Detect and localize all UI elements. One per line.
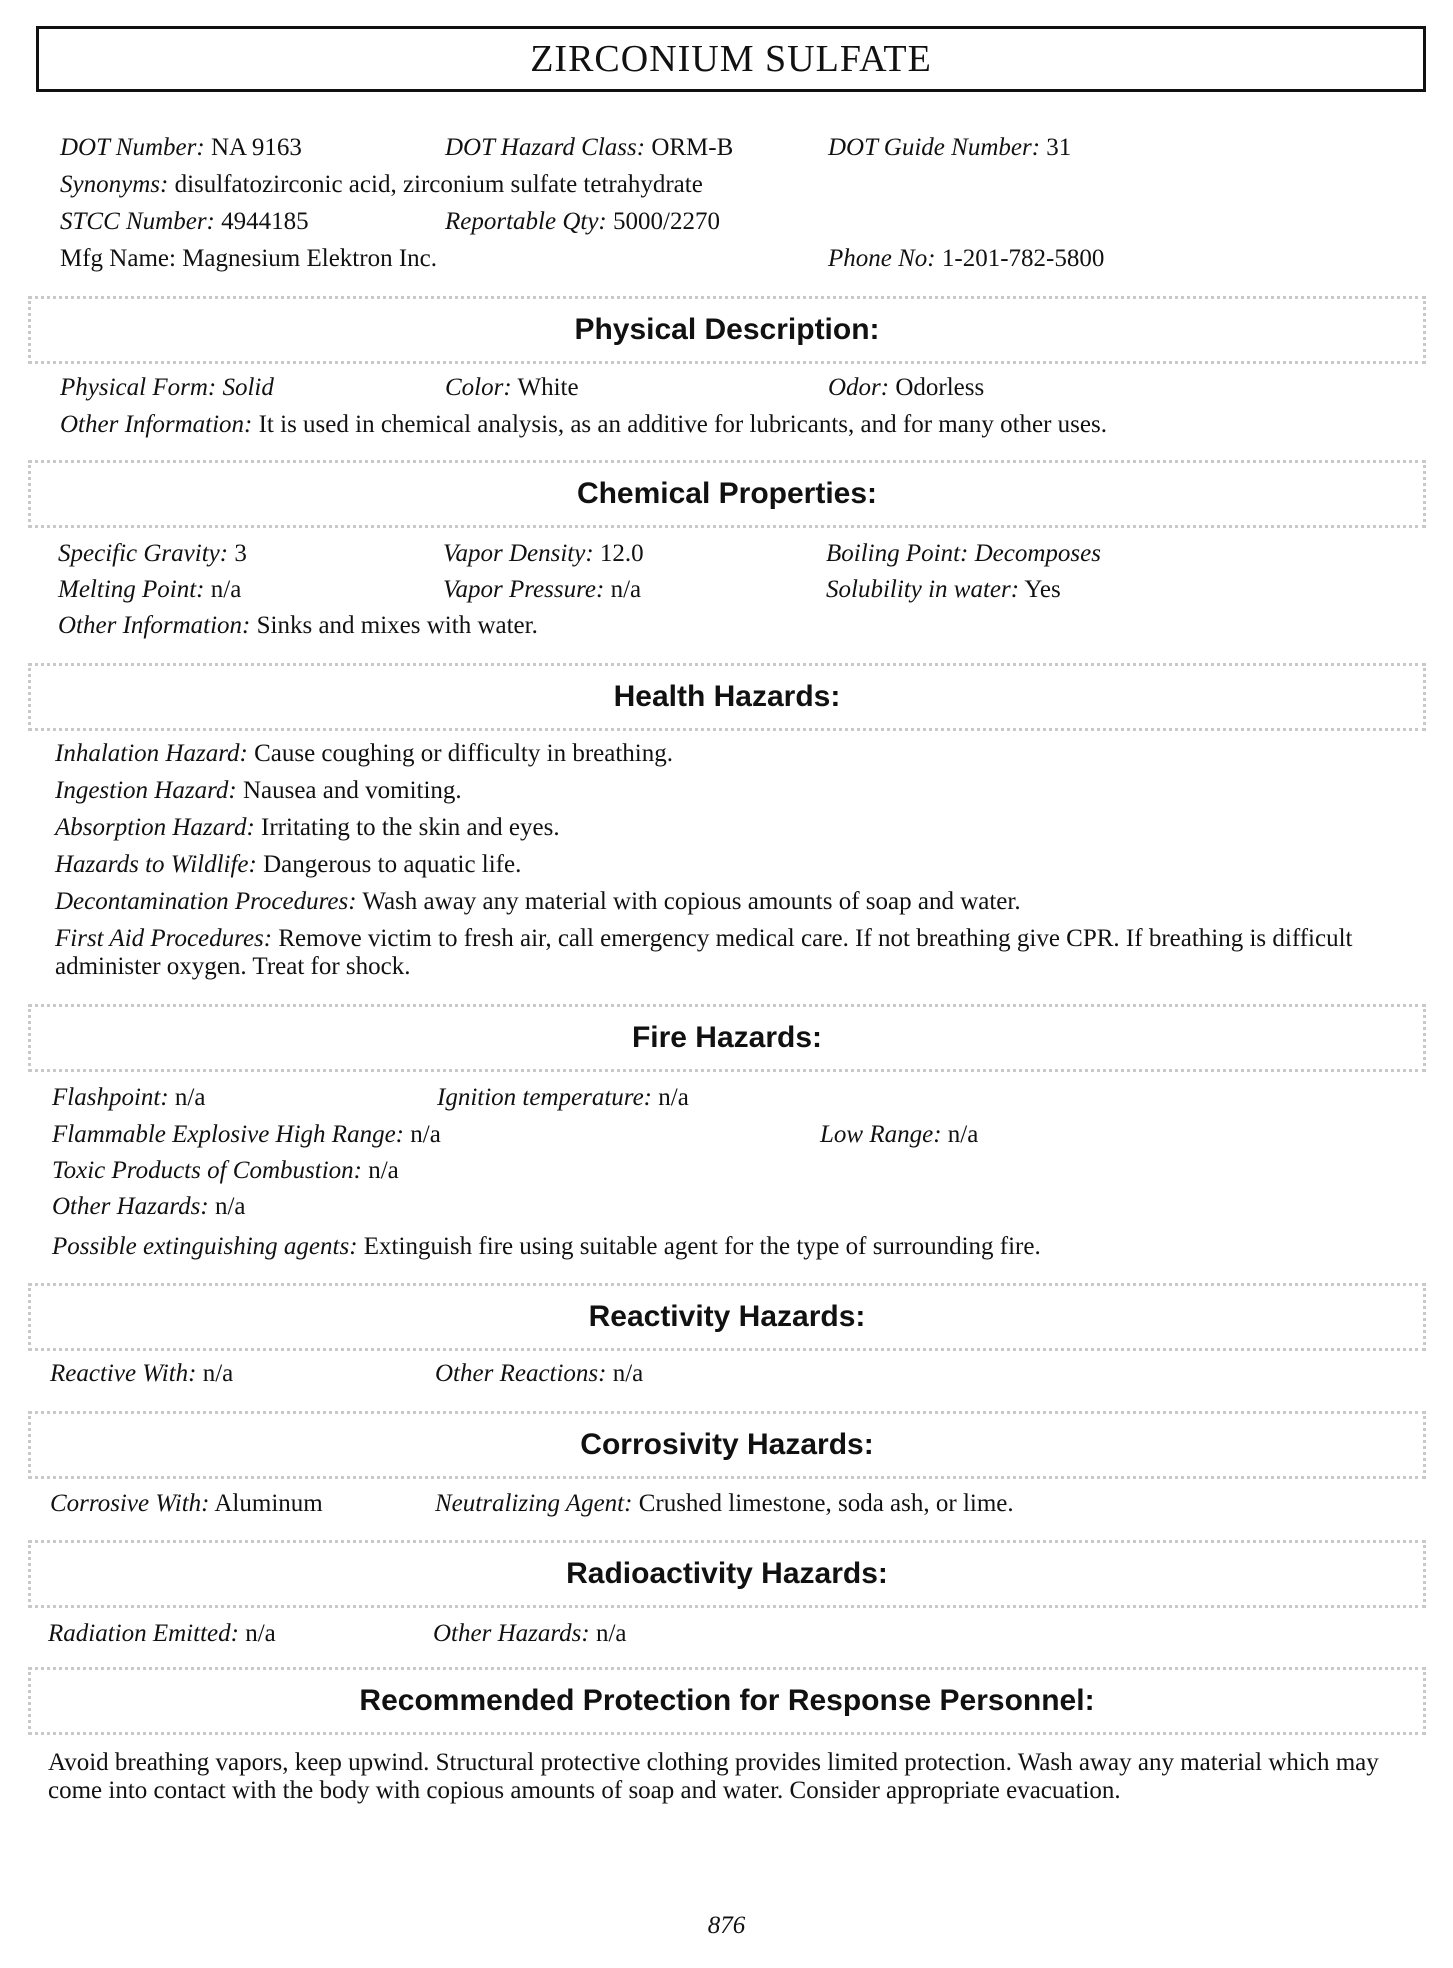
chemical-other-info: [58, 612, 538, 640]
ingestion-hazard: [55, 777, 462, 805]
melting-point-label: Melting Point:: [58, 576, 205, 603]
section-reactivity-hazards: [28, 1283, 1426, 1351]
ingestion-label: Ingestion Hazard:: [55, 777, 237, 804]
synonyms: [60, 171, 703, 199]
reportable-qty-value: 5000/2270: [613, 208, 720, 235]
solubility: [826, 576, 1061, 604]
reportable-qty: [445, 208, 720, 236]
color: [445, 374, 579, 402]
section-heading: Reactivity Hazards:: [588, 1300, 866, 1333]
physical-form-value: Solid: [222, 374, 274, 401]
fire-other-value: n/a: [214, 1193, 246, 1220]
ignition-temperature: [437, 1084, 689, 1112]
decontamination-label: Decontamination Procedures:: [55, 888, 357, 915]
reactive-with-label: Reactive With:: [50, 1360, 197, 1387]
section-recommended-protection: [28, 1667, 1426, 1735]
absorption-value: Irritating to the skin and eyes.: [261, 814, 560, 841]
section-fire-hazards: [28, 1004, 1426, 1072]
neutralizing-value: Crushed limestone, soda ash, or lime.: [638, 1490, 1014, 1517]
extinguishing-label: Possible extinguishing agents:: [52, 1233, 358, 1260]
section-corrosivity-hazards: [28, 1411, 1426, 1479]
color-value: White: [517, 374, 579, 401]
ignition-label: Ignition temperature:: [437, 1084, 653, 1111]
wildlife-label: Hazards to Wildlife:: [55, 851, 257, 878]
inhalation-label: Inhalation Hazard:: [55, 740, 248, 767]
radiation-emitted: [48, 1620, 276, 1648]
fire-other-label: Other Hazards:: [52, 1193, 209, 1220]
odor-value: Odorless: [895, 374, 985, 401]
specific-gravity: [58, 540, 247, 568]
high-range-label: Flammable Explosive High Range:: [52, 1121, 404, 1148]
section-heading: Fire Hazards:: [631, 1021, 823, 1054]
physical-other-info: [60, 411, 1107, 439]
flashpoint: [52, 1084, 205, 1112]
absorption-hazard: [55, 814, 560, 842]
physical-other-label: Other Information:: [60, 411, 253, 438]
section-health-hazards: [28, 663, 1426, 731]
solubility-label: Solubility in water:: [826, 576, 1020, 603]
boiling-point: [826, 540, 1101, 568]
reactive-with: [50, 1360, 233, 1388]
section-heading: Chemical Properties:: [576, 477, 878, 510]
section-heading: Recommended Protection for Response Personnel:: [359, 1684, 1095, 1717]
dot-hazard-class-label: DOT Hazard Class:: [445, 134, 646, 161]
flammable-high-range: [52, 1121, 441, 1149]
section-heading: Corrosivity Hazards:: [580, 1428, 874, 1461]
mfg-name-label: Mfg Name:: [60, 245, 176, 272]
odor: [828, 374, 984, 402]
reportable-qty-label: Reportable Qty:: [445, 208, 607, 235]
high-range-value: n/a: [410, 1121, 441, 1148]
dot-guide-number-value: 31: [1046, 134, 1072, 161]
dot-hazard-class-value: ORM-B: [651, 134, 734, 161]
boiling-point-label: Boiling Point:: [826, 540, 969, 567]
neutralizing-label: Neutralizing Agent:: [435, 1490, 633, 1517]
other-reactions: [435, 1360, 643, 1388]
low-range-label: Low Range:: [820, 1121, 942, 1148]
section-physical-description: [28, 296, 1426, 364]
corrosive-with-label: Corrosive With:: [50, 1490, 210, 1517]
other-reactions-value: n/a: [612, 1360, 644, 1387]
other-reactions-label: Other Reactions:: [435, 1360, 607, 1387]
vapor-density-label: Vapor Density:: [443, 540, 594, 567]
stcc-number-label: STCC Number:: [60, 208, 215, 235]
wildlife-value: Dangerous to aquatic life.: [263, 851, 522, 878]
dot-hazard-class: [445, 134, 733, 162]
specific-gravity-value: 3: [234, 540, 247, 567]
specific-gravity-label: Specific Gravity:: [58, 540, 229, 567]
radiation-value: n/a: [245, 1620, 276, 1647]
odor-label: Odor:: [828, 374, 890, 401]
reactive-with-value: n/a: [202, 1360, 234, 1387]
decontamination-procedures: [55, 888, 1021, 916]
section-heading: Physical Description:: [574, 313, 880, 346]
synonyms-value: disulfatozirconic acid, zirconium sulfate tetrahydrate: [174, 171, 703, 198]
extinguishing-value: Extinguish fire using suitable agent for the type of surrounding fire.: [363, 1233, 1041, 1260]
boiling-point-value: Decomposes: [974, 540, 1101, 567]
flashpoint-label: Flashpoint:: [52, 1084, 169, 1111]
physical-other-value: It is used in chemical analysis, as an additive for lubricants, and for many other uses.: [258, 411, 1107, 438]
inhalation-hazard: [55, 740, 673, 768]
radioactivity-other-value: n/a: [595, 1620, 627, 1647]
dot-number-label: DOT Number:: [60, 134, 205, 161]
protection-text: Avoid breathing vapors, keep upwind. Structural protective clothing provides limited protection. Wash away any material which may come into contact with the body with copious amounts of soap and water. Consider appropriate evacuation.: [48, 1749, 1379, 1804]
vapor-density-value: 12.0: [599, 540, 644, 567]
extinguishing-agents: [52, 1233, 1041, 1261]
decontamination-value: Wash away any material with copious amounts of soap and water.: [362, 888, 1021, 915]
low-range: [820, 1121, 978, 1149]
phone-label: Phone No:: [828, 245, 936, 272]
physical-form: [60, 374, 274, 402]
phone-value: 1-201-782-5800: [941, 245, 1105, 272]
toxic-value: n/a: [368, 1157, 399, 1184]
first-aid-procedures: [55, 925, 1405, 981]
fire-other-hazards: [52, 1193, 246, 1221]
section-radioactivity-hazards: [28, 1540, 1426, 1608]
first-aid-value: Remove victim to fresh air, call emergency medical care. If not breathing give CPR. If breathing is difficult administer oxygen. Treat for shock.: [55, 925, 1353, 980]
chemical-other-value: Sinks and mixes with water.: [256, 612, 538, 639]
physical-form-label: Physical Form:: [60, 374, 217, 401]
flashpoint-value: n/a: [174, 1084, 206, 1111]
ignition-value: n/a: [658, 1084, 689, 1111]
mfg-name: [60, 245, 437, 273]
corrosive-with-value: Aluminum: [214, 1490, 323, 1517]
synonyms-label: Synonyms:: [60, 171, 169, 198]
melting-point: [58, 576, 241, 604]
dot-number-value: NA 9163: [210, 134, 302, 161]
low-range-value: n/a: [947, 1121, 979, 1148]
neutralizing-agent: [435, 1490, 1014, 1518]
toxic-products: [52, 1157, 399, 1185]
mfg-name-value: Magnesium Elektron Inc.: [182, 245, 438, 272]
radiation-label: Radiation Emitted:: [48, 1620, 239, 1647]
radioactivity-other-label: Other Hazards:: [433, 1620, 590, 1647]
inhalation-value: Cause coughing or difficulty in breathing.: [254, 740, 673, 767]
toxic-label: Toxic Products of Combustion:: [52, 1157, 362, 1184]
first-aid-label: First Aid Procedures:: [55, 925, 273, 952]
section-heading: Health Hazards:: [613, 680, 841, 713]
ingestion-value: Nausea and vomiting.: [242, 777, 462, 804]
corrosive-with: [50, 1490, 323, 1518]
vapor-pressure-value: n/a: [610, 576, 642, 603]
page-number: 876: [707, 1912, 746, 1939]
section-chemical-properties: [28, 460, 1426, 528]
page-title: ZIRCONIUM SULFATE: [530, 38, 932, 80]
stcc-number: [60, 208, 309, 236]
vapor-density: [443, 540, 644, 568]
solubility-value: Yes: [1024, 576, 1061, 603]
phone-number: [828, 245, 1104, 273]
wildlife-hazard: [55, 851, 521, 879]
dot-guide-number: [828, 134, 1071, 162]
vapor-pressure-label: Vapor Pressure:: [443, 576, 605, 603]
chemical-other-label: Other Information:: [58, 612, 251, 639]
absorption-label: Absorption Hazard:: [55, 814, 255, 841]
vapor-pressure: [443, 576, 641, 604]
radioactivity-other-hazards: [433, 1620, 627, 1648]
dot-guide-number-label: DOT Guide Number:: [828, 134, 1041, 161]
title-box: [36, 26, 1426, 92]
stcc-number-value: 4944185: [221, 208, 309, 235]
section-heading: Radioactivity Hazards:: [566, 1557, 888, 1590]
dot-number: [60, 134, 302, 162]
melting-point-value: n/a: [210, 576, 242, 603]
color-label: Color:: [445, 374, 512, 401]
